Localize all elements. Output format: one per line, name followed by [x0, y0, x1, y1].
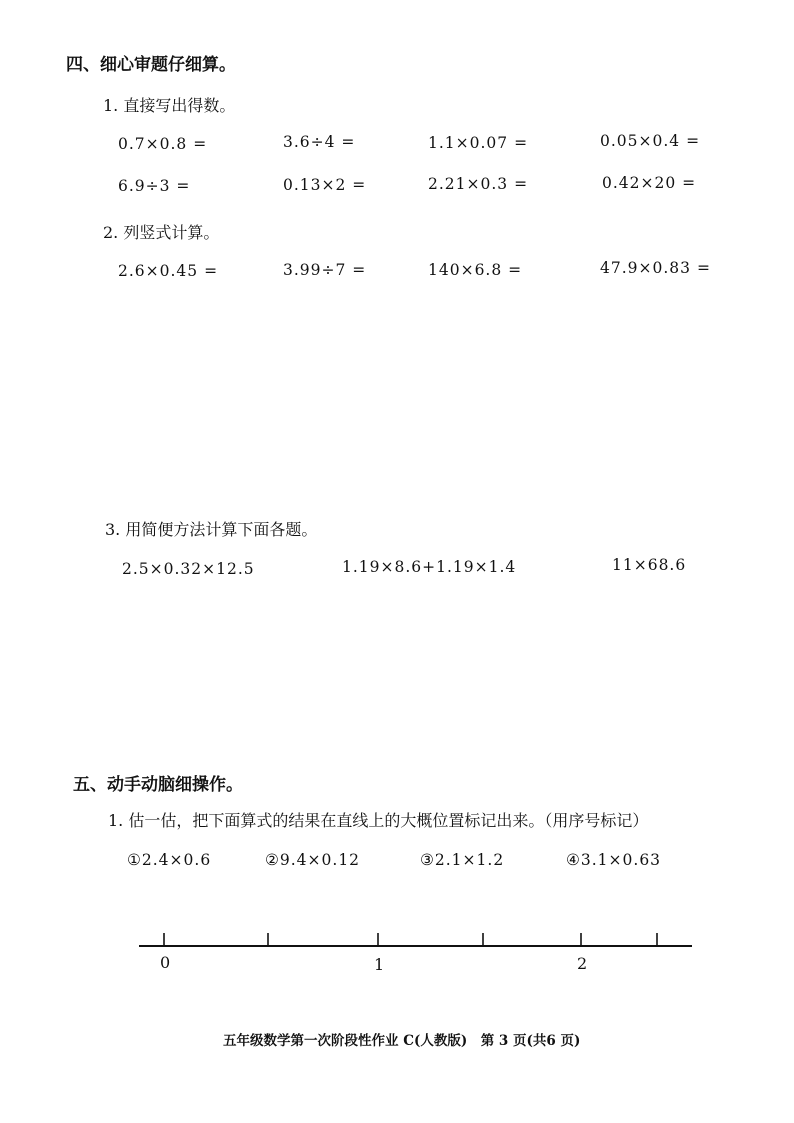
q3-label: 3. 用简便方法计算下面各题。 [105, 520, 318, 539]
mental-math-item: 3.6÷4 = [283, 133, 356, 151]
simplify-item: 2.5×0.32×12.5 [122, 560, 255, 578]
estimate-label: 1. 估一估，把下面算式的结果在直线上的大概位置标记出来。（用序号标记） [108, 811, 649, 830]
estimate-item: ③2.1×1.2 [420, 851, 505, 869]
mental-math-item: 6.9÷3 = [118, 177, 191, 195]
mental-math-item: 1.1×0.07 = [428, 134, 529, 152]
vertical-calc-item: 47.9×0.83 = [600, 259, 711, 277]
mental-math-item: 2.21×0.3 = [428, 175, 529, 193]
q1-label: 1. 直接写出得数。 [103, 96, 236, 115]
number-line-label: 1 [374, 955, 385, 974]
estimate-item: ④3.1×0.63 [566, 851, 662, 869]
mental-math-item: 0.42×20 = [602, 174, 697, 192]
vertical-calc-item: 140×6.8 = [428, 261, 523, 279]
number-line-label: 2 [577, 954, 588, 973]
number-line-label: 0 [160, 953, 171, 972]
mental-math-item: 0.05×0.4 = [600, 132, 701, 150]
mental-math-item: 0.13×2 = [283, 176, 367, 194]
section-4-title: 四、细心审题仔细算。 [66, 55, 236, 75]
estimate-item: ②9.4×0.12 [265, 851, 361, 869]
estimate-item: ①2.4×0.6 [127, 851, 212, 869]
vertical-calc-item: 2.6×0.45 = [118, 262, 219, 280]
page-footer: 五年级数学第一次阶段性作业 C(人教版) 第 3 页(共6 页) [223, 1033, 581, 1049]
q2-label: 2. 列竖式计算。 [103, 223, 220, 242]
simplify-item: 11×68.6 [612, 556, 687, 574]
section-5-title: 五、动手动脑细操作。 [73, 775, 243, 795]
mental-math-item: 0.7×0.8 = [118, 135, 208, 153]
simplify-item: 1.19×8.6+1.19×1.4 [342, 558, 517, 576]
vertical-calc-item: 3.99÷7 = [283, 261, 367, 279]
